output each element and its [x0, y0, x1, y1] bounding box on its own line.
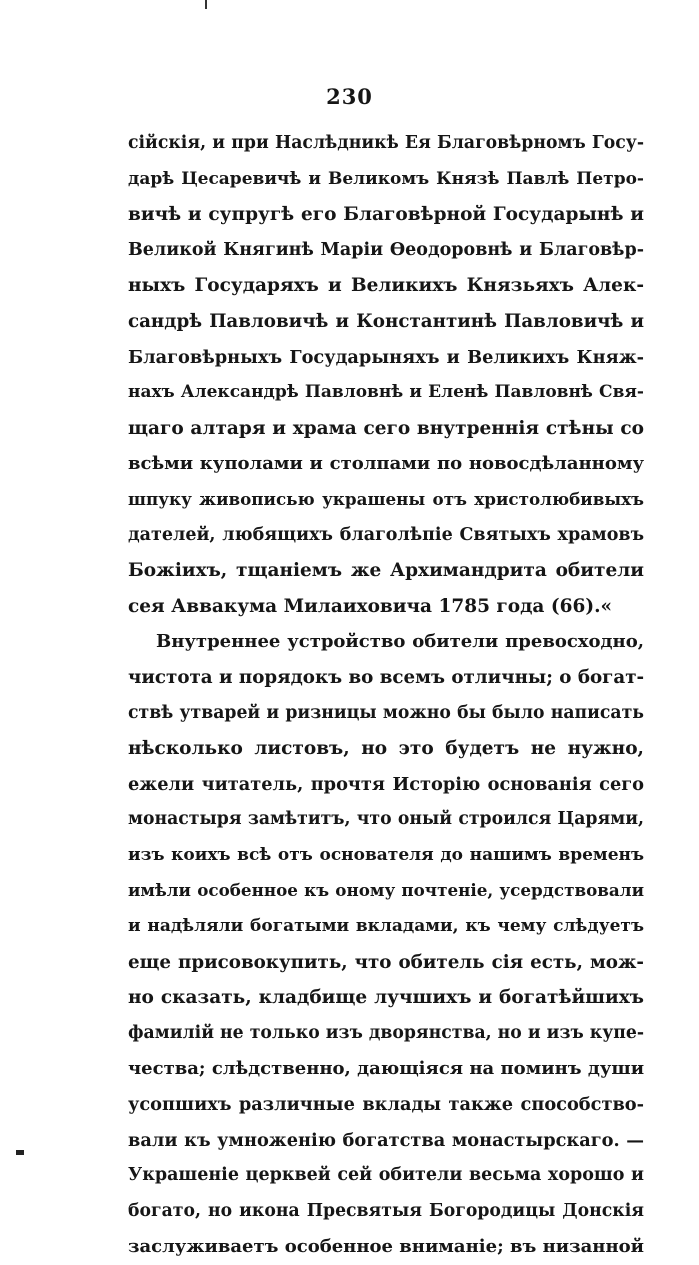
text-line: Украшеніе церквей сей обители весьма хорошо и	[128, 1165, 644, 1186]
text-line: щаго алтаря и храма сего внутреннія стѣны со	[128, 417, 644, 439]
text-line: богато, но икона Пресвятыя Богородицы Донскія	[128, 1200, 644, 1221]
text-line: Великой Княгинѣ Маріи Ѳеодоровнѣ и Благовѣр-	[128, 239, 644, 260]
text-line: сандрѣ Павловичѣ и Константинѣ Павловичѣ и	[128, 310, 644, 332]
text-line: и надѣляли богатыми вкладами, къ чему слѣдуетъ	[128, 916, 644, 937]
text-line: дателей, любящихъ благолѣпіе Святыхъ храмовъ	[128, 524, 644, 545]
text-line: изъ коихъ всѣ отъ основателя до нашимъ временъ	[128, 844, 644, 865]
text-line: ежели читатель, прочтя Исторію основанія сего	[128, 773, 644, 795]
text-line: фамилій не только изъ дворянства, но и изъ купе-	[128, 1022, 644, 1043]
text-line: усопшихъ различные вклады также способство-	[128, 1094, 644, 1116]
text-line: заслуживаетъ особенное вниманіе; въ низанной	[128, 1236, 644, 1258]
top-margin-mark	[205, 0, 207, 9]
text-line: Внутреннее устройство обители превосходно,	[156, 631, 644, 653]
text-line: вичѣ и супругѣ его Благовѣрной Государынѣ и	[128, 204, 644, 226]
text-line: чистота и порядокъ во всемъ отличны; о богат-	[128, 666, 645, 688]
text-line: сійскія, и при Наслѣдникѣ Ея Благовѣрномъ Госу-	[128, 133, 644, 153]
text-line: нѣсколько листовъ, но это будетъ не нужно,	[128, 738, 644, 760]
text-line: Благовѣрныхъ Государыняхъ и Великихъ Княж-	[128, 346, 644, 368]
text-line: всѣми куполами и столпами по новосдѣланному	[128, 453, 644, 475]
text-line: сея Аввакума Милаиховича 1785 года (66).«	[128, 595, 613, 617]
text-line: монастыря замѣтитъ, что оный строился Царями,	[128, 809, 644, 830]
paragraph-continued	[128, 126, 644, 624]
paragraph	[128, 624, 644, 1265]
text-line: шпуку живописью украшены отъ христолюбивыхъ	[128, 488, 644, 509]
text-block	[128, 126, 644, 1265]
text-line: дарѣ Цесаревичѣ и Великомъ Князѣ Павлѣ Петро-	[128, 168, 644, 189]
text-line: имѣли особенное къ оному почтеніе, усердствовали	[128, 880, 644, 901]
text-line: еще присовокупить, что обитель сія есть, мож-	[128, 951, 644, 973]
text-line: ствѣ утварей и ризницы можно бы было написать	[128, 702, 644, 723]
text-line: вали къ умноженію богатства монастырскаго. —	[128, 1129, 644, 1151]
bottom-margin-mark	[16, 1150, 24, 1155]
text-line: ныхъ Государяхъ и Великихъ Князьяхъ Алек-	[128, 275, 644, 297]
text-line: нахъ Александрѣ Павловнѣ и Еленѣ Павловнѣ Свя-	[128, 382, 644, 403]
text-line: чества; слѣдственно, дающіяся на поминъ души	[128, 1058, 645, 1080]
text-line: но сказать, кладбище лучшихъ и богатѣйшихъ	[128, 987, 644, 1009]
page-number: 230	[326, 84, 373, 109]
text-line: Божіихъ, тщаніемъ же Архимандрита обители	[128, 560, 644, 582]
